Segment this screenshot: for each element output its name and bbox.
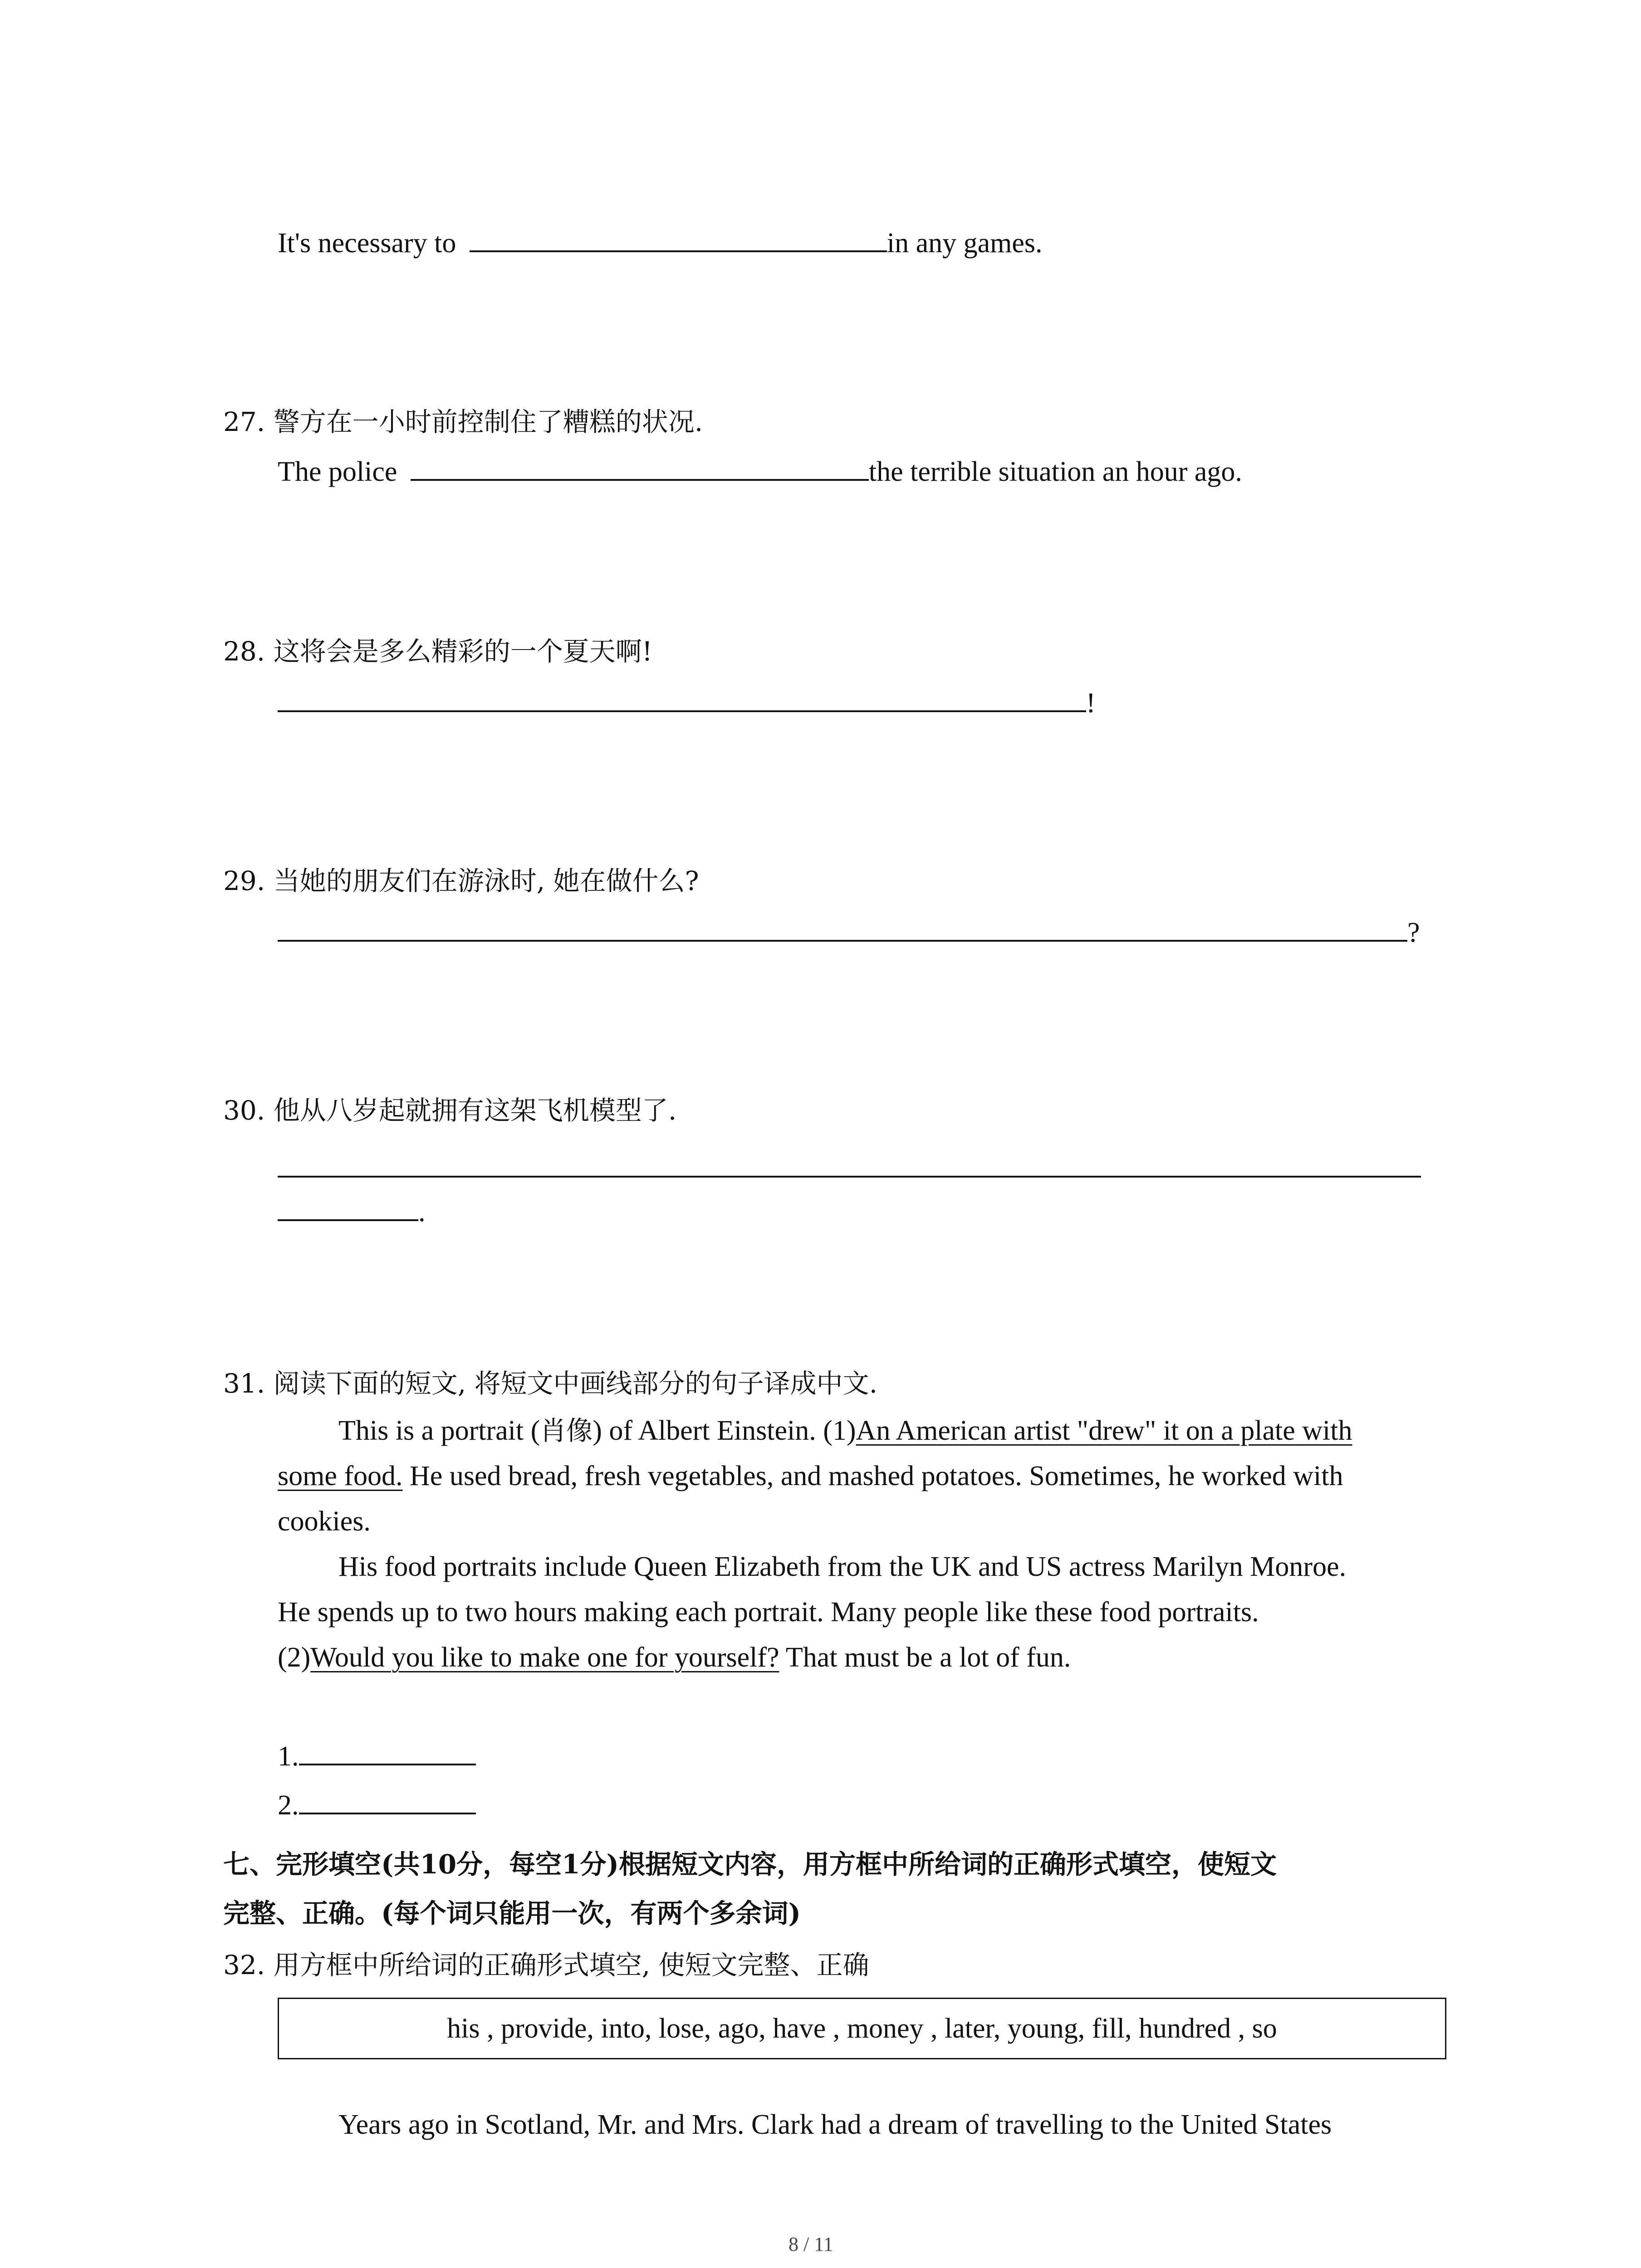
section7-heading-line-1 <box>223 1846 1277 1882</box>
q31-passage-line-5 <box>278 1594 1259 1630</box>
q31-p2-line1: His food portraits include Queen Elizabeth from the UK and US actress Marilyn Monroe. <box>338 1551 1347 1582</box>
q32-instruction: 用方框中所给词的正确形式填空, 使短文完整、正确 <box>273 1950 869 1980</box>
q31-answer2-blank[interactable] <box>299 1786 476 1814</box>
q31-passage-line-6 <box>278 1639 1071 1676</box>
q31-p2-prefix: (2) <box>278 1642 311 1673</box>
q27-prefix: The police <box>278 456 397 487</box>
section7-heading-text-2: 完整、正确。(每个词只能用一次，有两个多余词) <box>223 1898 801 1929</box>
section7-heading-text-1: 七、完形填空(共10分，每空1分)根据短文内容，用方框中所给词的正确形式填空，使短文 <box>223 1849 1277 1880</box>
q31-answer2-label: 2. <box>278 1790 299 1821</box>
q27-chinese: 警方在一小时前控制住了糟糕的状况. <box>273 406 703 437</box>
q32-number: 32. <box>223 1950 265 1980</box>
q30-answer-blank-2[interactable] <box>278 1193 418 1221</box>
q29-end-mark: ? <box>1407 917 1420 948</box>
q30-number: 30. <box>223 1095 265 1126</box>
q30-chinese: 他从八岁起就拥有这架飞机模型了. <box>273 1095 677 1126</box>
q29-answer-blank[interactable] <box>278 914 1407 942</box>
q31-p1-rest: He used bread, fresh vegetables, and mashed potatoes. Sometimes, he worked with <box>402 1461 1343 1491</box>
q31-p1-mid: ) of Albert Einstein. (1) <box>593 1415 856 1446</box>
q32-prompt <box>223 1947 869 1983</box>
q31-underlined-sentence-1a: An American artist "drew" it on a plate with <box>856 1415 1352 1446</box>
q29-line <box>278 914 1420 951</box>
q28-answer-blank[interactable] <box>278 684 1086 712</box>
q27-number: 27. <box>223 406 265 437</box>
q26-suffix: in any games. <box>887 228 1043 259</box>
q31-prompt <box>223 1365 877 1402</box>
q30-answer-blank-1[interactable] <box>278 1149 1421 1178</box>
q31-p2-line2: He spends up to two hours making each portrait. Many people like these food portraits. <box>278 1597 1259 1628</box>
page-number: 8 / 11 <box>789 2233 833 2255</box>
q27-prompt <box>223 404 703 440</box>
q30-line-2 <box>278 1193 426 1230</box>
q31-passage-line-1 <box>338 1413 1352 1449</box>
q29-number: 29. <box>223 865 265 896</box>
q28-end-mark: ! <box>1086 688 1096 719</box>
q28-prompt <box>223 633 652 670</box>
q27-answer-blank[interactable] <box>411 453 869 481</box>
q31-number: 31. <box>223 1368 265 1399</box>
q30-line-1 <box>278 1149 1421 1187</box>
q27-line <box>278 453 1242 490</box>
q26-prefix: It's necessary to <box>278 228 456 259</box>
q28-chinese: 这将会是多么精彩的一个夏天啊! <box>273 636 652 667</box>
q26-line <box>278 224 1043 261</box>
q28-line <box>278 684 1096 721</box>
q30-prompt <box>223 1092 676 1129</box>
q26-answer-blank[interactable] <box>470 224 887 252</box>
q32-passage-start: Years ago in Scotland, Mr. and Mrs. Clark had a dream of travelling to the United States <box>338 2109 1332 2140</box>
q31-answer1-label: 1. <box>278 1741 299 1772</box>
q31-answer-1 <box>278 1737 476 1774</box>
q31-underlined-sentence-2: Would you like to make one for yourself? <box>310 1642 779 1673</box>
q28-number: 28. <box>223 636 265 667</box>
q31-passage-line-4 <box>338 1549 1346 1585</box>
q29-chinese: 当她的朋友们在游泳时, 她在做什么? <box>273 865 699 896</box>
q31-p2-rest: That must be a lot of fun. <box>779 1642 1071 1673</box>
section7-heading-line-2 <box>223 1895 801 1931</box>
word-bank-text: his , provide, into, lose, ago, have , money , later, young, fill, hundred , so <box>447 2013 1277 2044</box>
q31-underlined-sentence-1b: some food. <box>278 1461 403 1491</box>
q31-p1-line3: cookies. <box>278 1506 371 1537</box>
q30-end-mark: . <box>418 1197 426 1227</box>
q29-prompt <box>223 863 699 899</box>
q31-answer-2 <box>278 1786 476 1823</box>
word-bank-box <box>278 1998 1446 2059</box>
q32-passage-line-1 <box>338 2107 1332 2143</box>
q27-suffix: the terrible situation an hour ago. <box>868 456 1242 487</box>
q31-answer1-blank[interactable] <box>299 1737 476 1765</box>
q31-instruction: 阅读下面的短文, 将短文中画线部分的句子译成中文. <box>273 1368 877 1399</box>
q31-p1-start: This is a portrait ( <box>338 1415 540 1446</box>
q31-passage-line-2 <box>278 1458 1343 1494</box>
q31-passage-line-3 <box>278 1503 371 1540</box>
q31-p1-chinese-gloss: 肖像 <box>540 1415 593 1446</box>
